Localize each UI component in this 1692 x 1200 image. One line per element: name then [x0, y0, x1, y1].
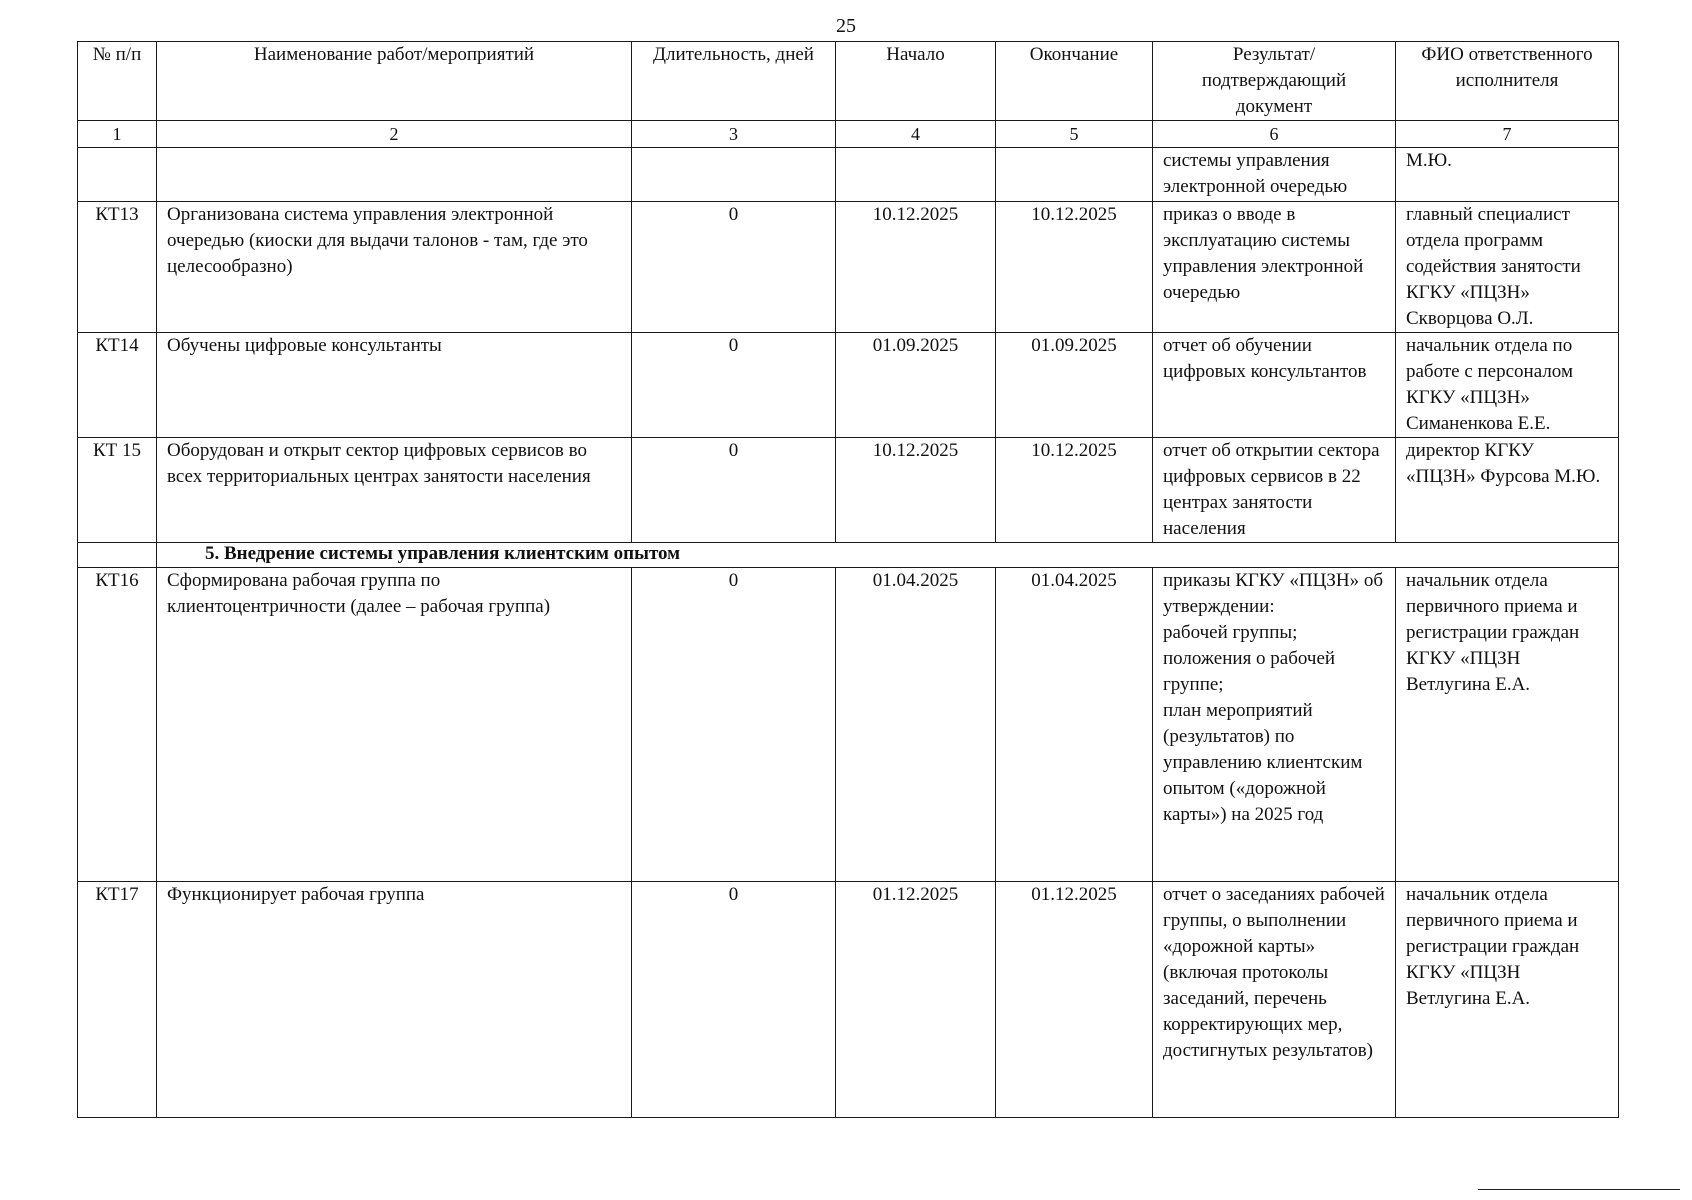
row-start: 01.09.2025: [836, 333, 996, 438]
row-number: [78, 148, 157, 202]
row-duration: 0: [632, 333, 836, 438]
section-row: [78, 543, 1619, 568]
table-row: [78, 438, 1619, 543]
col-number: 3: [632, 121, 836, 148]
work-plan-table: [77, 41, 1619, 1118]
row-number: КТ13: [78, 202, 157, 333]
row-name: Организована система управления электронной очередью (киоски для выдачи талонов - там, где это целесообразно): [157, 202, 632, 333]
table-row: [78, 202, 1619, 333]
row-responsible: директор КГКУ «ПЦЗН» Фурсова М.Ю.: [1396, 438, 1619, 543]
header-row: [78, 42, 1619, 121]
row-name: Сформирована рабочая группа по клиентоцентричности (далее – рабочая группа): [157, 568, 632, 882]
row-number: КТ14: [78, 333, 157, 438]
row-end: [996, 148, 1153, 202]
col-number: 1: [78, 121, 157, 148]
row-responsible: главный специалист отдела программ содействия занятости КГКУ «ПЦЗН» Скворцова О.Л.: [1396, 202, 1619, 333]
row-result: отчет об обучении цифровых консультантов: [1153, 333, 1396, 438]
col-header-name: Наименование работ/мероприятий: [157, 42, 632, 121]
column-numbers-row: [78, 121, 1619, 148]
row-name: Функционирует рабочая группа: [157, 882, 632, 1118]
row-result: отчет об открытии сектора цифровых сервисов в 22 центрах занятости населения: [1153, 438, 1396, 543]
col-number: 5: [996, 121, 1153, 148]
row-start: 10.12.2025: [836, 202, 996, 333]
row-responsible: начальник отдела первичного приема и регистрации граждан КГКУ «ПЦЗН Ветлугина Е.А.: [1396, 882, 1619, 1118]
section-title: 5. Внедрение системы управления клиентским опытом: [157, 543, 1619, 568]
row-responsible: начальник отдела по работе с персоналом КГКУ «ПЦЗН» Симаненкова Е.Е.: [1396, 333, 1619, 438]
table-row: [78, 882, 1619, 1118]
row-result: системы управления электронной очередью: [1153, 148, 1396, 202]
page-number: 25: [836, 15, 856, 37]
row-name: Обучены цифровые консультанты: [157, 333, 632, 438]
col-number: 6: [1153, 121, 1396, 148]
row-responsible: М.Ю.: [1396, 148, 1619, 202]
col-header-result: Результат/ подтверждающий документ: [1153, 42, 1396, 121]
row-duration: 0: [632, 882, 836, 1118]
row-start: 01.12.2025: [836, 882, 996, 1118]
col-number: 4: [836, 121, 996, 148]
footer-divider: [1478, 1189, 1680, 1190]
row-name: Оборудован и открыт сектор цифровых сервисов во всех территориальных центрах занятости населения: [157, 438, 632, 543]
row-end: 01.09.2025: [996, 333, 1153, 438]
table-row: [78, 568, 1619, 882]
row-number: КТ 15: [78, 438, 157, 543]
row-duration: 0: [632, 202, 836, 333]
section-number-cell: [78, 543, 157, 568]
col-header-number: № п/п: [78, 42, 157, 121]
row-number: КТ17: [78, 882, 157, 1118]
row-end: 10.12.2025: [996, 438, 1153, 543]
row-name: [157, 148, 632, 202]
table-row: [78, 148, 1619, 202]
row-result: [1153, 568, 1396, 882]
col-header-end: Окончание: [996, 42, 1153, 121]
col-header-start: Начало: [836, 42, 996, 121]
row-result: отчет о заседаниях рабочей группы, о выполнении «дорожной карты» (включая протоколы заседаний, перечень корректирующих мер, достигнутых результатов): [1153, 882, 1396, 1118]
row-start: 10.12.2025: [836, 438, 996, 543]
result-line: рабочей группы;: [1163, 622, 1298, 643]
row-result: приказ о вводе в эксплуатацию системы управления электронной очередью: [1153, 202, 1396, 333]
row-duration: 0: [632, 568, 836, 882]
result-line: план мероприятий (результатов) по управлению клиентским опытом («дорожной карты») на 2025 год: [1163, 700, 1363, 825]
row-start: 01.04.2025: [836, 568, 996, 882]
result-line: приказы КГКУ «ПЦЗН» об утверждении:: [1163, 570, 1383, 617]
row-end: 01.04.2025: [996, 568, 1153, 882]
col-header-responsible: ФИО ответственного исполнителя: [1396, 42, 1619, 121]
table-row: [78, 333, 1619, 438]
row-end: 01.12.2025: [996, 882, 1153, 1118]
row-duration: 0: [632, 438, 836, 543]
col-number: 7: [1396, 121, 1619, 148]
row-duration: [632, 148, 836, 202]
row-responsible: начальник отдела первичного приема и регистрации граждан КГКУ «ПЦЗН Ветлугина Е.А.: [1396, 568, 1619, 882]
row-number: КТ16: [78, 568, 157, 882]
row-start: [836, 148, 996, 202]
result-line: положения о рабочей группе;: [1163, 648, 1336, 695]
row-end: 10.12.2025: [996, 202, 1153, 333]
col-header-duration: Длительность, дней: [632, 42, 836, 121]
col-number: 2: [157, 121, 632, 148]
